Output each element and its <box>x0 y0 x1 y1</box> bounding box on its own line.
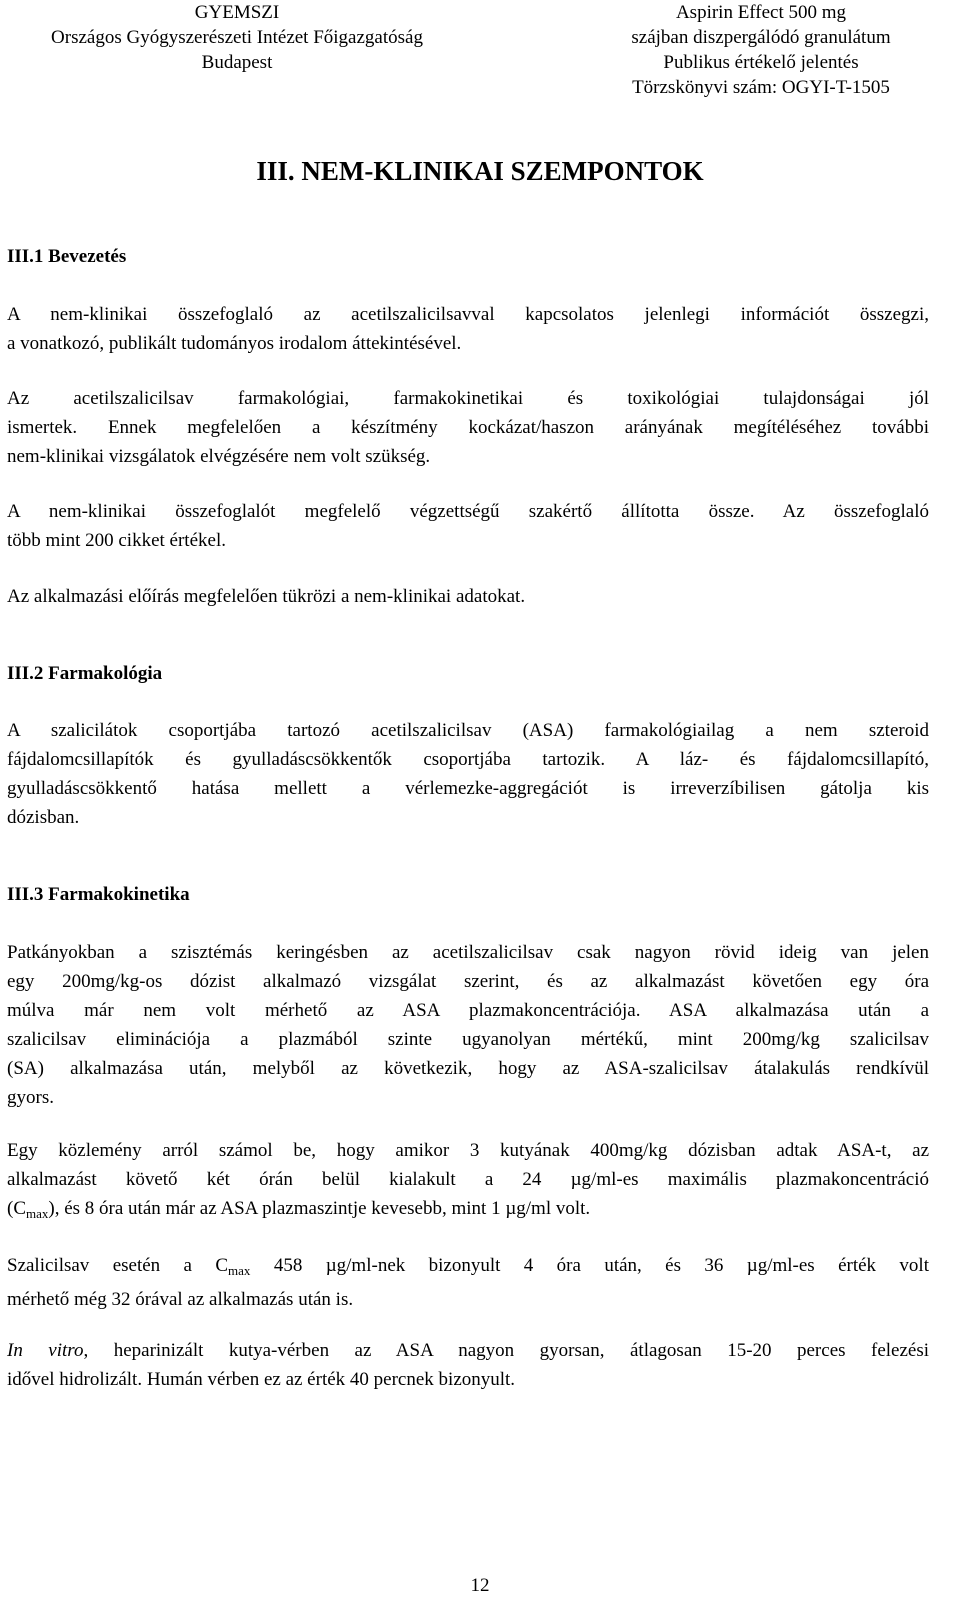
text-line: A szalicilátok csoportjába tartozó acetilszalicilsav (ASA) farmakológiailag a nem szteroid <box>7 720 929 741</box>
paragraph-pk-2 <box>7 1136 929 1228</box>
section-heading-pharmacokinetics: III.3 Farmakokinetika <box>7 884 190 905</box>
section-heading-intro: III.1 Bevezetés <box>7 246 127 267</box>
text-line: dózisban. <box>7 807 80 828</box>
text-line: szalicilsav eliminációja a plazmából szinte ugyanolyan mértékű, mint 200mg/kg szalicilsav <box>7 1029 929 1050</box>
subscript-max: max <box>228 1263 251 1278</box>
page-title: III. NEM-KLINIKAI SZEMPONTOK <box>256 156 704 186</box>
text-line: $(C_{max})$, és 8 óra után már az ASA plazmaszintje kevesebb, mint 1 µg/ml volt. <box>7 1198 591 1221</box>
page-number: 12 <box>470 1575 490 1596</box>
text-line: alkalmazást követő két órán belül kialakult a 24 µg/ml-es maximális plazmakoncentráció <box>7 1169 929 1190</box>
text-line: mérhető még 32 órával az alkalmazás után is. <box>7 1289 354 1310</box>
text-line: gyulladáscsökkentő hatása mellett a vérlemezke-aggregációt is irreverzíbilisen gátolja kis <box>7 778 929 799</box>
paragraph-pk-1 <box>7 938 929 1112</box>
header-report-type: Publikus értékelő jelentés <box>663 52 859 73</box>
text-line: múlva már nem volt mérhető az ASA plazmakoncentrációja. ASA alkalmazása után a <box>7 1000 929 1021</box>
header-org-full: Országos Gyógyszerészeti Intézet Főigazgatóság <box>51 27 423 48</box>
text-line: több mint 200 cikket értékel. <box>7 530 226 551</box>
header-left <box>7 0 467 75</box>
header-right <box>600 0 922 100</box>
text-line: Az acetilszalicilsav farmakológiai, farmakokinetikai és toxikológiai tulajdonságai jól <box>7 388 929 409</box>
text-line: (SA) alkalmazása után, melyből az következik, hogy az ASA-szalicilsav átalakulás rendkívül <box>7 1058 929 1079</box>
text-line: Patkányokban a szisztémás keringésben az acetilszalicilsav csak nagyon rövid ideig van jelen <box>7 942 929 963</box>
paragraph-pharmacology <box>7 716 929 832</box>
subscript-max: max <box>26 1206 49 1221</box>
text-line: Szalicilsav esetén a $C_{max}$ 458 µg/ml-nek bizonyult 4 óra után, és 36 µg/ml-es érték volt <box>7 1255 929 1278</box>
paragraph-intro-4 <box>7 582 929 611</box>
paragraph-intro-1 <box>7 300 929 358</box>
paragraph-pk-4 <box>7 1336 929 1394</box>
header-product: Aspirin Effect 500 mg <box>675 2 847 23</box>
paragraph-pk-3 <box>7 1251 929 1314</box>
text-line: A nem-klinikai összefoglalót megfelelő végzettségű szakértő állította össze. Az összefoglaló <box>7 501 929 522</box>
header-reg-number: Törzskönyvi szám: OGYI-T-1505 <box>632 77 890 98</box>
text-line: nem-klinikai vizsgálatok elvégzésére nem volt szükség. <box>7 446 431 467</box>
text-line: Az alkalmazási előírás megfelelően tükrözi a nem-klinikai adatokat. <box>7 586 526 607</box>
paragraph-intro-2 <box>7 384 929 471</box>
text-line: ismertek. Ennek megfelelően a készítmény kockázat/haszon arányának megítéléséhez további <box>7 417 929 438</box>
header-form: szájban diszpergálódó granulátum <box>631 27 891 48</box>
text-line: a vonatkozó, publikált tudományos irodalom áttekintésével. <box>7 333 462 354</box>
text-line: A nem-klinikai összefoglaló az acetilszalicilsavval kapcsolatos jelenlegi információt összegzi, <box>7 304 929 325</box>
header-org-short: GYEMSZI <box>194 2 280 23</box>
section-heading-pharmacology: III.2 Farmakológia <box>7 663 163 684</box>
text-line: egy 200mg/kg-os dózist alkalmazó vizsgálat szerint, és az alkalmazást követően egy óra <box>7 971 929 992</box>
text-line: In vitro, heparinizált kutya-vérben az ASA nagyon gyorsan, átlagosan 15-20 perces felezési <box>7 1340 929 1361</box>
text-line: fájdalomcsillapítók és gyulladáscsökkentők csoportjába tartozik. A láz- és fájdalomcsillapító, <box>7 749 929 770</box>
italic-in-vitro: In vitro <box>7 1340 84 1361</box>
text-line: idővel hidrolizált. Humán vérben ez az érték 40 percnek bizonyult. <box>7 1369 516 1390</box>
text-line: gyors. <box>7 1087 54 1108</box>
header-city: Budapest <box>201 52 273 73</box>
paragraph-intro-3 <box>7 497 929 555</box>
text-line: Egy közlemény arról számol be, hogy amikor 3 kutyának 400mg/kg dózisban adtak ASA-t, az <box>7 1140 929 1161</box>
